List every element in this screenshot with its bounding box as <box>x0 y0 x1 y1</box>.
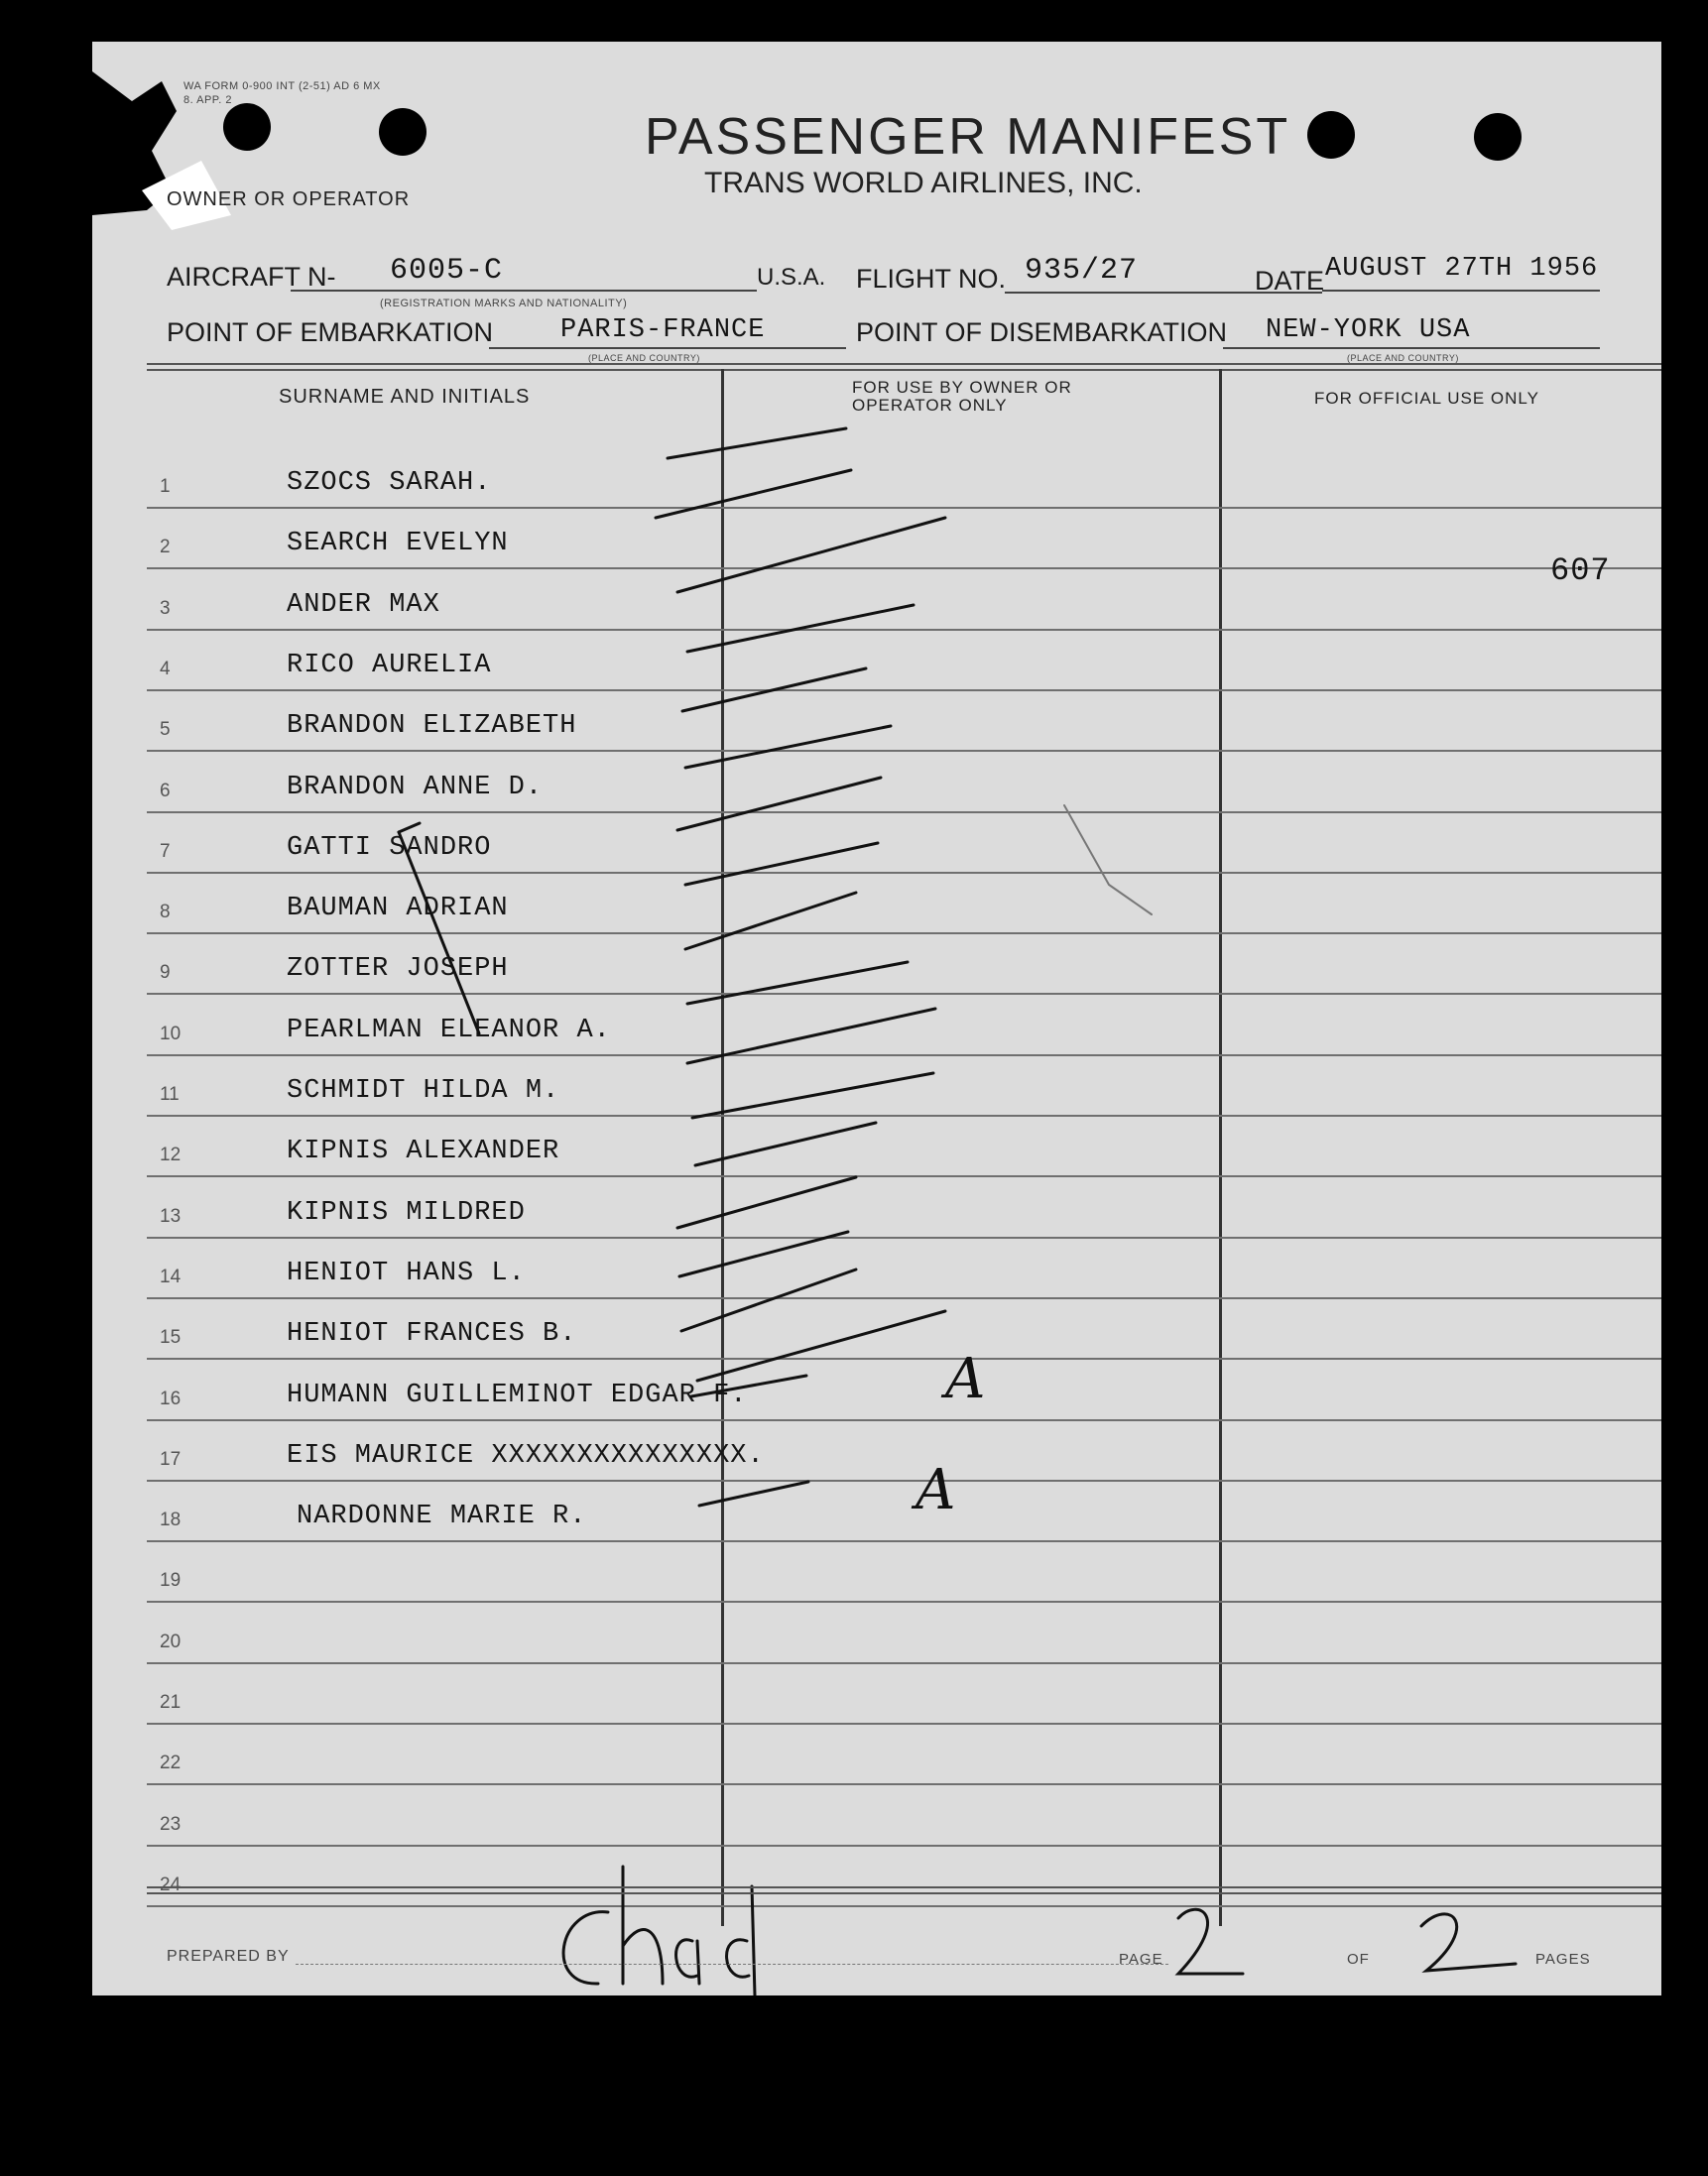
row-number: 13 <box>160 1205 182 1227</box>
embarkation-label: POINT OF EMBARKATION <box>167 317 494 347</box>
passenger-name: BRANDON ELIZABETH <box>287 711 577 742</box>
row-number: 18 <box>160 1510 182 1531</box>
passenger-name: BRANDON ANNE D. <box>287 772 544 802</box>
page-label: PAGE <box>1119 1951 1163 1968</box>
column-header-official-use: FOR OFFICIAL USE ONLY <box>1314 389 1539 408</box>
embarkation-note: (PLACE AND COUNTRY) <box>588 353 700 363</box>
of-value <box>1441 1931 1442 1933</box>
row-number: 9 <box>160 962 171 984</box>
owner-label: OWNER OR OPERATOR <box>167 188 411 210</box>
passenger-name: RICO AURELIA <box>287 650 492 680</box>
passenger-name: ANDER MAX <box>287 589 440 620</box>
row-number: 10 <box>160 1023 182 1044</box>
passenger-name: SZOCS SARAH. <box>287 468 492 498</box>
passenger-name: PEARLMAN ELEANOR A. <box>287 1015 611 1045</box>
aircraft-value: 6005-C <box>390 254 504 288</box>
embarkation-value: PARIS-FRANCE <box>560 315 766 345</box>
row-number: 15 <box>160 1327 182 1349</box>
row-number: 6 <box>160 780 171 801</box>
passenger-name: HUMANN GUILLEMINOT EDGAR F. <box>287 1380 748 1410</box>
passenger-name: BAUMAN ADRIAN <box>287 894 509 924</box>
date-label: DATE <box>1255 266 1325 296</box>
row-number: 12 <box>160 1145 182 1166</box>
passenger-name: HENIOT HANS L. <box>287 1258 526 1288</box>
passenger-name: KIPNIS MILDRED <box>287 1197 526 1228</box>
pages-label: PAGES <box>1535 1951 1591 1968</box>
manifest-sheet <box>92 42 1661 1995</box>
handwritten-mark: A <box>915 1458 956 1522</box>
aircraft-label: AIRCRAFT N- <box>167 262 336 292</box>
row-number: 16 <box>160 1388 182 1409</box>
row-number: 22 <box>160 1753 182 1774</box>
flight-value: 935/27 <box>1025 254 1139 288</box>
signature <box>534 1867 792 1995</box>
row-number: 3 <box>160 597 171 619</box>
column-header-owner-use: FOR USE BY OWNER OR OPERATOR ONLY <box>852 378 1072 415</box>
disembarkation-label: POINT OF DISEMBARKATION <box>856 317 1228 347</box>
passenger-name: NARDONNE MARIE R. <box>297 1502 587 1532</box>
passenger-name: GATTI SANDRO <box>287 832 492 863</box>
handwritten-check-marks <box>92 42 1661 1995</box>
of-label: OF <box>1347 1951 1370 1968</box>
form-code: WA FORM 0-900 INT (2-51) AD 6 MX 8. APP. 2 <box>183 80 381 106</box>
official-note: 607 <box>1550 552 1611 589</box>
flight-label: FLIGHT NO. <box>856 264 1007 294</box>
row-number: 8 <box>160 902 171 923</box>
handwritten-mark: A <box>945 1347 986 1411</box>
footer-rule <box>147 1886 1661 1894</box>
row-number: 1 <box>160 476 171 497</box>
flight-label-prefix: U.S.A. <box>757 264 826 291</box>
row-number: 23 <box>160 1813 182 1835</box>
row-number: 5 <box>160 719 171 741</box>
row-number: 17 <box>160 1448 182 1470</box>
date-value: AUGUST 27TH 1956 <box>1325 254 1599 284</box>
row-number: 11 <box>160 1084 180 1105</box>
disembarkation-note: (PLACE AND COUNTRY) <box>1347 353 1459 363</box>
passenger-name: KIPNIS ALEXANDER <box>287 1137 560 1167</box>
passenger-name: HENIOT FRANCES B. <box>287 1319 577 1350</box>
row-number: 7 <box>160 840 171 862</box>
row-number: 21 <box>160 1692 182 1713</box>
row-number: 24 <box>160 1874 182 1895</box>
passenger-name: SCHMIDT HILDA M. <box>287 1076 560 1106</box>
passenger-name: EIS MAURICE XXXXXXXXXXXXXXX. <box>287 1440 765 1471</box>
row-number: 2 <box>160 537 171 558</box>
page-value <box>1193 1931 1194 1933</box>
disembarkation-value: NEW-YORK USA <box>1266 315 1471 345</box>
row-number: 4 <box>160 658 171 679</box>
passenger-name: ZOTTER JOSEPH <box>287 954 509 985</box>
page-title: PASSENGER MANIFEST <box>645 108 1291 166</box>
prepared-by-label: PREPARED BY <box>167 1948 290 1965</box>
column-header-surname: SURNAME AND INITIALS <box>279 386 531 408</box>
passenger-name: SEARCH EVELYN <box>287 529 509 559</box>
row-number: 14 <box>160 1266 182 1287</box>
aircraft-note: (REGISTRATION MARKS AND NATIONALITY) <box>380 298 628 309</box>
row-number: 19 <box>160 1570 182 1592</box>
airline-name: TRANS WORLD AIRLINES, INC. <box>704 167 1143 199</box>
row-number: 20 <box>160 1631 182 1652</box>
